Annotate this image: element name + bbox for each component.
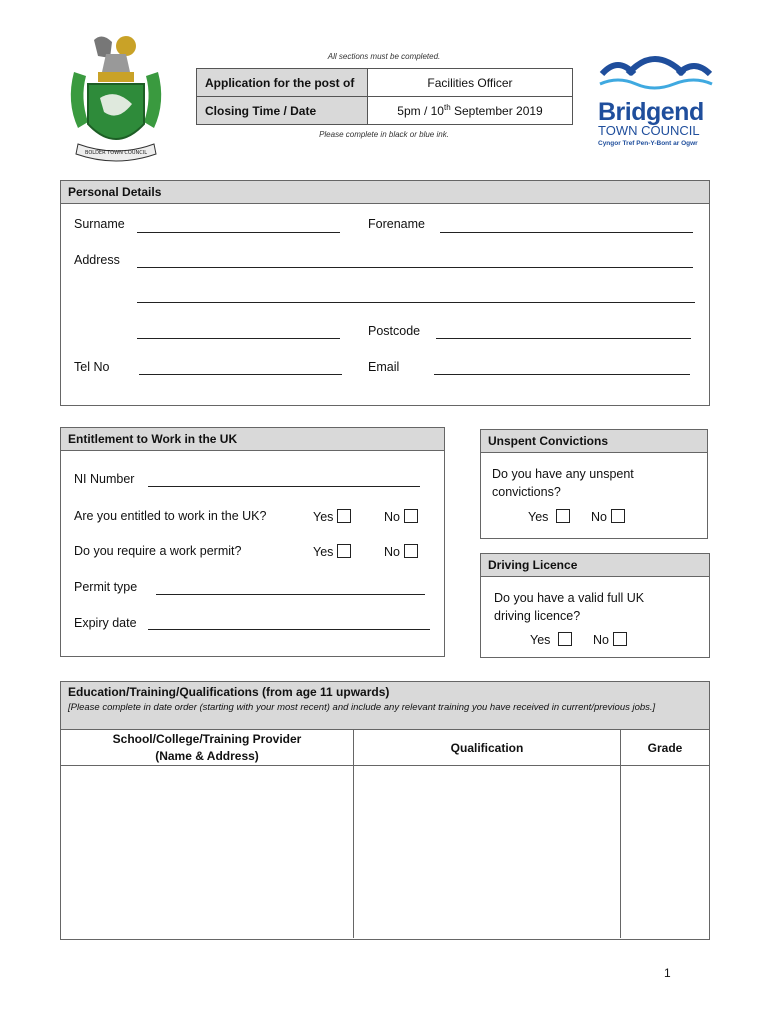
entitlement-title: Entitlement to Work in the UK <box>61 428 444 451</box>
post-info-table <box>196 68 573 125</box>
entitled-no-checkbox[interactable] <box>404 509 418 523</box>
surname-label: Surname <box>74 217 125 231</box>
address-label: Address <box>74 253 120 267</box>
licence-question: Do you have a valid full UK driving licence? <box>494 591 645 623</box>
svg-text:BOLDER TOWN COUNCIL: BOLDER TOWN COUNCIL <box>85 150 147 156</box>
email-label: Email <box>368 360 400 374</box>
education-section <box>60 681 710 940</box>
expiry-label: Expiry date <box>74 616 137 630</box>
licence-yes[interactable]: Yes <box>530 632 572 647</box>
convictions-title: Unspent Convictions <box>481 430 707 453</box>
tel-field[interactable] <box>139 374 342 375</box>
col-grade-header: Grade <box>647 740 683 755</box>
convictions-question: Do you have any unspent convictions? <box>492 467 634 499</box>
address-field-line-3[interactable] <box>137 338 340 339</box>
post-label: Application for the post of <box>197 69 368 97</box>
education-title: Education/Training/Qualifications (from age 11 upwards) <box>68 685 390 699</box>
permit-yes[interactable]: Yes <box>313 544 351 559</box>
council-subtitle: TOWN COUNCIL <box>598 123 700 138</box>
forename-field[interactable] <box>440 232 693 233</box>
surname-field[interactable] <box>137 232 340 233</box>
council-welsh: Cyngor Tref Pen-Y-Bont ar Ogwr <box>598 140 698 147</box>
entitled-yes[interactable]: Yes <box>313 509 351 524</box>
permit-question: Do you require a work permit? <box>74 544 242 558</box>
col-qualification-header: Qualification <box>354 730 621 765</box>
tel-label: Tel No <box>74 360 110 374</box>
closing-label: Closing Time / Date <box>197 97 368 125</box>
licence-yes-checkbox[interactable] <box>558 632 572 646</box>
col-provider-header: School/College/Training Provider (Name & Address) <box>61 730 354 765</box>
expiry-field[interactable] <box>148 629 430 630</box>
ink-note: Please complete in black or blue ink. <box>319 130 449 139</box>
grade-cell[interactable] <box>621 766 709 938</box>
permit-no[interactable]: No <box>384 544 418 559</box>
crest-logo <box>64 32 168 168</box>
licence-title: Driving Licence <box>481 554 709 577</box>
closing-value: 5pm / 10th September 2019 <box>368 97 573 125</box>
education-table-row <box>61 766 709 938</box>
entitled-question: Are you entitled to work in the UK? <box>74 509 267 523</box>
ni-label: NI Number <box>74 472 135 486</box>
permit-type-label: Permit type <box>74 580 138 594</box>
convictions-no[interactable]: No <box>591 509 625 524</box>
bridge-arches-icon <box>598 46 714 96</box>
personal-details-title: Personal Details <box>61 181 709 204</box>
forename-label: Forename <box>368 217 425 231</box>
address-field-line-2[interactable] <box>137 302 695 303</box>
convictions-no-checkbox[interactable] <box>611 509 625 523</box>
provider-cell[interactable] <box>61 766 354 938</box>
qualification-cell[interactable] <box>354 766 621 938</box>
permit-yes-checkbox[interactable] <box>337 544 351 558</box>
bridgend-logo <box>598 46 714 146</box>
email-field[interactable] <box>434 374 690 375</box>
post-value: Facilities Officer <box>368 69 573 97</box>
postcode-label: Postcode <box>368 324 421 338</box>
council-name: Bridgend <box>598 98 704 126</box>
education-subtitle: [Please complete in date order (starting with your most recent) and include any relevant training you have received in current/previous jobs.] <box>68 702 656 713</box>
convictions-yes-checkbox[interactable] <box>556 509 570 523</box>
page-number: 1 <box>664 966 671 980</box>
postcode-field[interactable] <box>436 338 691 339</box>
entitled-no[interactable]: No <box>384 509 418 524</box>
permit-no-checkbox[interactable] <box>404 544 418 558</box>
ni-field[interactable] <box>148 486 420 487</box>
licence-no[interactable]: No <box>593 632 627 647</box>
education-header <box>61 682 709 730</box>
all-sections-note: All sections must be completed. <box>327 52 441 61</box>
permit-type-field[interactable] <box>156 594 425 595</box>
entitled-yes-checkbox[interactable] <box>337 509 351 523</box>
address-field-line-1[interactable] <box>137 267 693 268</box>
education-table-header <box>61 730 709 766</box>
licence-no-checkbox[interactable] <box>613 632 627 646</box>
convictions-yes[interactable]: Yes <box>528 509 570 524</box>
